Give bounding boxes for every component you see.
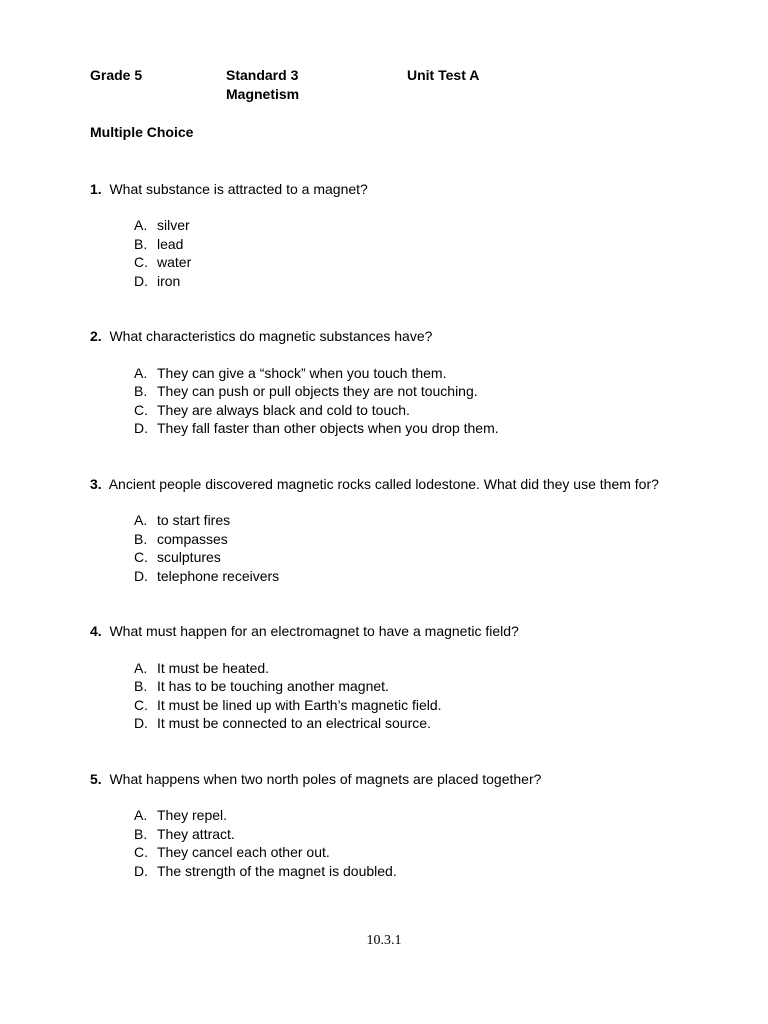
test-header — [90, 66, 690, 104]
question-number: 2. — [90, 328, 102, 344]
option-letter: C. — [134, 254, 148, 270]
option-letter: D. — [134, 420, 148, 436]
answer-option — [134, 272, 690, 291]
answer-option — [134, 567, 690, 586]
option-letter: D. — [134, 272, 148, 289]
option-letter: A. — [134, 659, 148, 676]
option-letter: A. — [134, 512, 148, 528]
option-letter: B. — [134, 678, 148, 694]
option-text: compasses — [157, 530, 228, 547]
option-letter: B. — [134, 530, 148, 547]
question-text — [90, 475, 685, 494]
option-text: They can give a “shock” when you touch them. — [157, 364, 447, 381]
answer-option — [134, 806, 690, 825]
answer-option — [134, 511, 690, 530]
option-text: water — [157, 254, 192, 270]
answer-option — [134, 659, 690, 678]
answer-option — [134, 401, 690, 420]
answer-option — [134, 235, 690, 254]
option-letter: A. — [134, 807, 148, 823]
question-text — [90, 327, 685, 346]
question-5 — [90, 770, 690, 881]
option-text: They can push or pull objects they are not touching. — [157, 383, 478, 399]
question-text — [90, 770, 685, 789]
option-text: It must be lined up with Earth’s magnetic field. — [157, 696, 442, 713]
question-number: 3. — [90, 475, 102, 492]
topic-label: Magnetism — [226, 86, 300, 102]
question-prompt: What happens when two north poles of magnets are placed together? — [109, 770, 542, 787]
answer-option — [134, 862, 690, 881]
question-prompt: Ancient people discovered magnetic rocks called lodestone. What did they use them for? — [108, 475, 659, 492]
answer-option — [134, 677, 690, 696]
option-text: silver — [157, 217, 190, 233]
option-text: It must be connected to an electrical source. — [157, 715, 431, 731]
question-3 — [90, 475, 690, 586]
option-text: They are always black and cold to touch. — [157, 401, 410, 418]
question-text — [90, 180, 685, 199]
option-text: They attract. — [157, 825, 235, 842]
option-letter: C. — [134, 549, 148, 565]
test-page — [90, 66, 690, 880]
question-number: 1. — [90, 180, 102, 197]
option-letter: D. — [134, 567, 148, 584]
option-text: telephone receivers — [157, 567, 280, 584]
question-number: 4. — [90, 623, 102, 639]
answer-option — [134, 548, 690, 567]
page-number: 10.3.1 — [366, 933, 402, 948]
option-letter: B. — [134, 383, 148, 399]
option-text: They cancel each other out. — [157, 844, 330, 860]
option-text: iron — [157, 272, 181, 289]
option-letter: B. — [134, 235, 148, 252]
question-text — [90, 622, 685, 641]
answer-options — [90, 364, 690, 438]
option-text: sculptures — [157, 549, 221, 565]
answer-option — [134, 253, 690, 272]
option-letter: B. — [134, 825, 148, 842]
answer-option — [134, 696, 690, 715]
question-number: 5. — [90, 770, 102, 787]
answer-option — [134, 419, 690, 438]
option-text: They fall faster than other objects when you drop them. — [157, 420, 499, 436]
grade-label: Grade 5 — [90, 67, 143, 83]
option-letter: C. — [134, 844, 148, 860]
answer-option — [134, 825, 690, 844]
option-letter: D. — [134, 862, 148, 879]
question-prompt: What characteristics do magnetic substances have? — [109, 328, 433, 344]
option-text: to start fires — [157, 512, 231, 528]
option-text: The strength of the magnet is doubled. — [157, 862, 397, 879]
answer-options — [90, 806, 690, 880]
option-letter: A. — [134, 364, 148, 381]
answer-options — [90, 659, 690, 733]
option-letter: A. — [134, 217, 148, 233]
question-prompt: What must happen for an electromagnet to have a magnetic field? — [109, 623, 519, 639]
question-4 — [90, 622, 690, 733]
answer-options — [90, 216, 690, 290]
standard-label: Standard 3 — [226, 67, 299, 83]
option-text: They repel. — [157, 807, 228, 823]
option-text: It must be heated. — [157, 659, 270, 676]
section-title: Multiple Choice — [90, 124, 194, 140]
option-text: lead — [157, 235, 184, 252]
question-1 — [90, 180, 690, 291]
answer-options — [90, 511, 690, 585]
question-prompt: What substance is attracted to a magnet? — [109, 180, 368, 197]
answer-option — [134, 216, 690, 235]
question-2 — [90, 327, 690, 438]
question-list — [90, 180, 690, 881]
test-label: Unit Test A — [407, 67, 480, 83]
option-letter: C. — [134, 401, 148, 418]
answer-option — [134, 382, 690, 401]
answer-option — [134, 530, 690, 549]
answer-option — [134, 714, 690, 733]
option-text: It has to be touching another magnet. — [157, 678, 389, 694]
answer-option — [134, 364, 690, 383]
option-letter: C. — [134, 696, 148, 713]
answer-option — [134, 843, 690, 862]
option-letter: D. — [134, 715, 148, 731]
